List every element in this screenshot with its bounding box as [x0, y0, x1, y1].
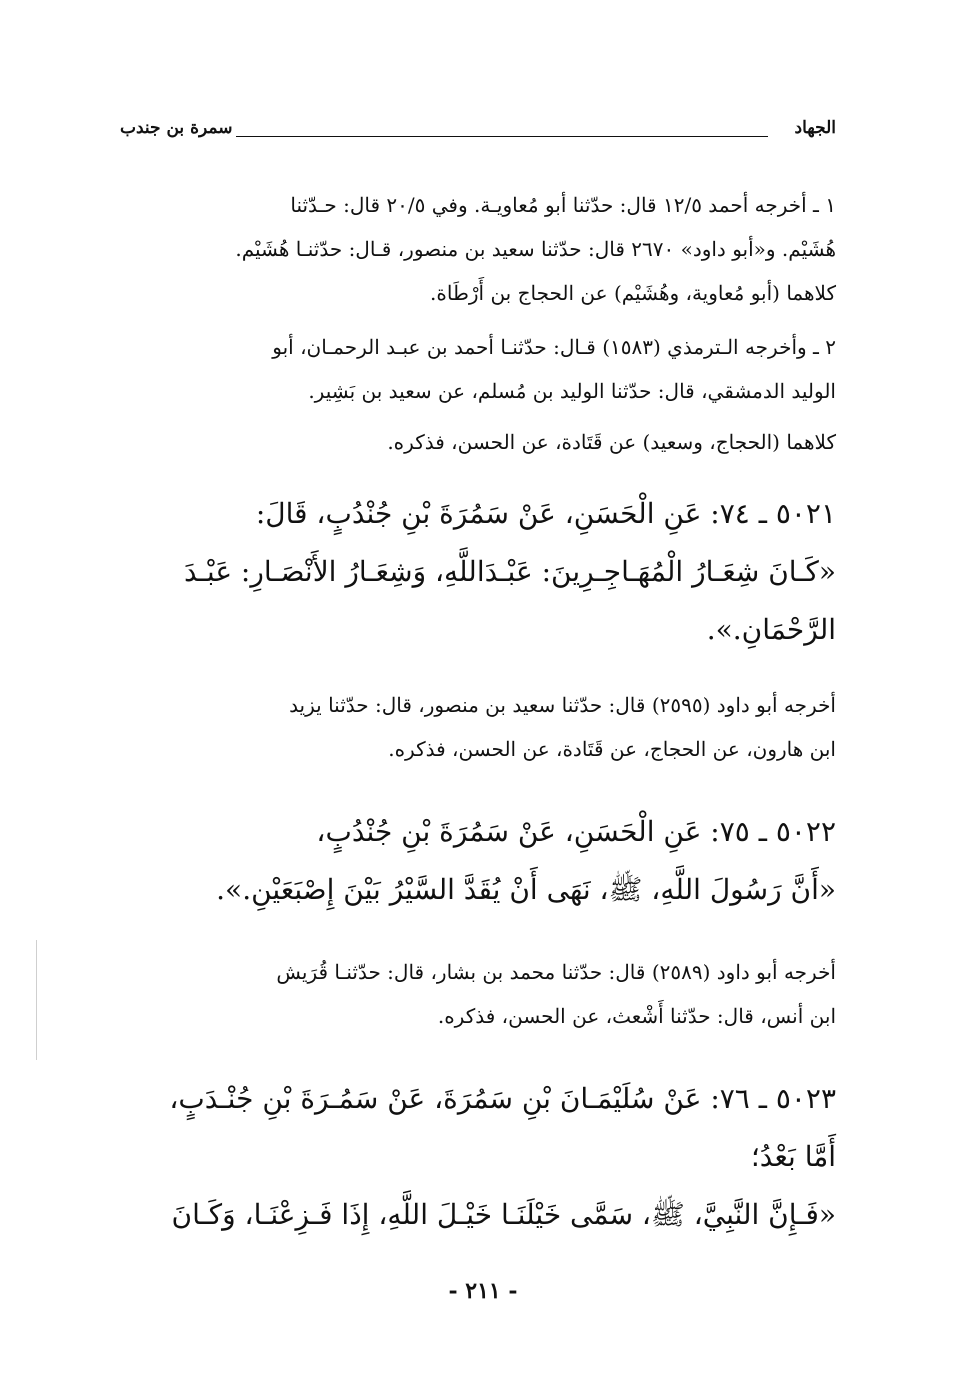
text-line: الوليد الدمشقي، قال: حدّثنا الوليد بن مُسلم، عن سعيد بن بَشِير. — [308, 379, 836, 403]
text-line: كلاهما (الحجاج، وسعيد) عن قَتَادة، عن الحسن، فذكره. — [387, 430, 836, 454]
hadith-5021 — [120, 485, 836, 659]
text-line: هُشَيْم. و«أبو داود» ٢٦٧٠ قال: حدّثنا سعيد بن منصور، قـال: حدّثنـا هُشَيْم. — [235, 237, 836, 261]
takhrij-5022 — [120, 950, 836, 1038]
hadith-5023 — [120, 1070, 836, 1244]
hadith-5022 — [120, 803, 836, 919]
hadith-line: «أَنَّ رَسُولَ اللَّهِ، ﷺ، نَهَى أَنْ يُقَدَّ السَّيْرُ بَيْنَ إِصْبَعَيْنِ.». — [216, 873, 836, 906]
section-title: سمرة بن جندب — [120, 118, 233, 138]
header-rule — [236, 136, 768, 137]
chapter-title: الجهاد — [794, 118, 836, 138]
hadith-line: أَمَّا بَعْدُ؛ — [750, 1140, 836, 1173]
hadith-line: ٥٠٢٢ ـ ٧٥: عَنِ الْحَسَنِ، عَنْ سَمُرَةَ بْنِ جُنْدُبٍ، — [316, 815, 836, 848]
footnote-summary — [120, 420, 836, 464]
text-line: ابن أنس، قال: حدّثنا أَشْعث، عن الحسن، فذكره. — [437, 1004, 836, 1028]
text-line: أخرجه أبو داود (٢٥٨٩) قال: حدّثنا محمد بن بشار، قال: حدّثنـا قُرَيش — [276, 960, 836, 984]
hadith-line: «كَـانَ شِعَـارُ الْمُهَـاجِـرِينَ: عَبْـدَاللَّهِ، وَشِعَـارُ الأَنْصَـارِ: عَبْـدَ — [183, 555, 836, 588]
page-number: - ٢١١ - — [448, 1278, 518, 1304]
hadith-line: ٥٠٢١ ـ ٧٤: عَنِ الْحَسَنِ، عَنْ سَمُرَةَ بْنِ جُنْدُبٍ، قَالَ: — [255, 497, 836, 530]
text-line: أخرجه أبو داود (٢٥٩٥) قال: حدّثنا سعيد بن منصور، قال: حدّثنا يزيد — [289, 693, 836, 717]
hadith-line: ٥٠٢٣ ـ ٧٦: عَنْ سُلَيْمَـانَ بْنِ سَمُرَةَ، عَنْ سَمُـرَةَ بْنِ جُنْـدَبٍ، — [169, 1082, 836, 1115]
footnote-1 — [120, 183, 836, 315]
hadith-line: الرَّحْمَانِ.». — [706, 613, 836, 646]
running-header — [120, 112, 836, 152]
text-line: كلاهما (أبو مُعاوية، وهُشَيْم) عن الحجاج بن أَرْطَاة. — [430, 281, 836, 305]
scan-edge-mark — [36, 940, 38, 1060]
hadith-line: «فَـإِنَّ النَّبِيَّ، ﷺ، سَمَّى خَيْلَنَـا خَيْـلَ اللَّهِ، إِذَا فَـزِعْنَـا، وَكَـانَ — [171, 1198, 836, 1231]
text-line: ١ ـ أخرجه أحمد ١٢/٥ قال: حدّثنا أبو مُعاويـة. وفي ٢٠/٥ قال: حـدّثنا — [290, 193, 836, 217]
text-line: ابن هارون، عن الحجاج، عن قَتَادة، عن الحسن، فذكره. — [388, 737, 836, 761]
takhrij-5021 — [120, 683, 836, 771]
text-line: ٢ ـ وأخرجه الـترمذي (١٥٨٣) قـال: حدّثنـا أحمد بن عبـد الرحمـان، أبو — [272, 335, 836, 359]
footnote-2 — [120, 325, 836, 413]
